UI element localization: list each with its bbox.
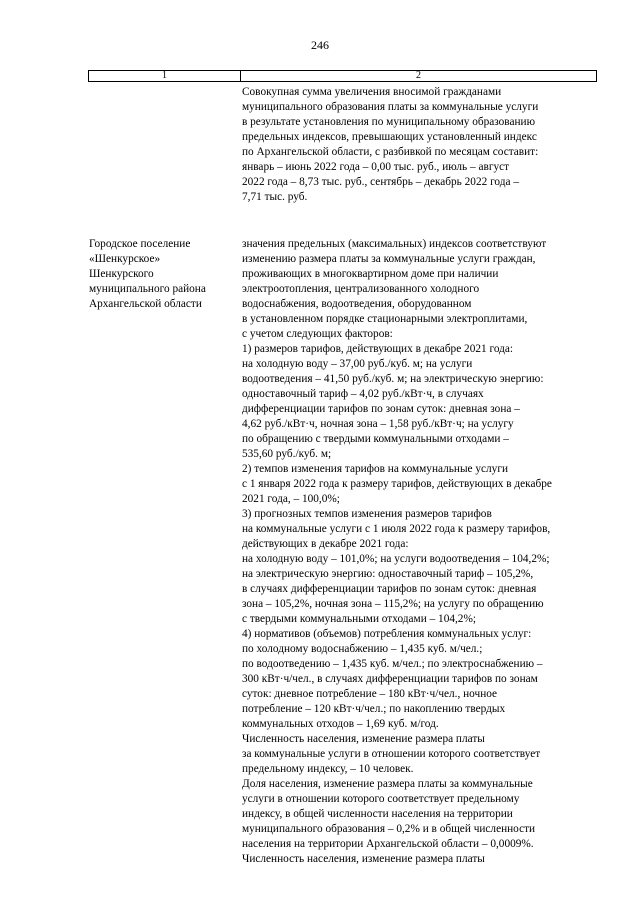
text-line: 2) темпов изменения тарифов на коммунальные услуги <box>242 463 509 475</box>
text-line: предельных индексов, превышающих установленный индекс <box>242 131 537 143</box>
text-line: по Архангельской области, с разбивкой по месяцам составит: <box>242 146 539 158</box>
text-line: Архангельской области <box>89 298 202 310</box>
text-line: по обращению с твердыми коммунальными отходами – <box>242 433 509 445</box>
text-line: с твердыми коммунальными отходами – 104,2%; <box>242 613 477 625</box>
text-line: 7,71 тыс. руб. <box>242 191 308 203</box>
text-line: 4,62 руб./кВт·ч, ночная зона – 1,58 руб./кВт·ч; на услугу <box>242 418 514 430</box>
text-line: значения предельных (максимальных) индексов соответствуют <box>242 238 547 250</box>
text-line: с 1 января 2022 года к размеру тарифов, действующих в декабре <box>242 478 552 490</box>
text-line: Численность населения, изменение размера платы <box>242 853 485 865</box>
text-line: 1) размеров тарифов, действующих в декабре 2021 года: <box>242 343 514 355</box>
text-line: на коммунальные услуги с 1 июля 2022 года к размеру тарифов, <box>242 523 551 535</box>
row-spacer <box>89 205 601 237</box>
text-line: на электрическую энергию: одноставочный тариф – 105,2%, <box>242 568 534 580</box>
text-line: суток: дневное потребление – 180 кВт·ч/чел., ночное <box>242 688 498 700</box>
table-header-row <box>88 70 597 82</box>
text-line: коммунальных отходов – 1,69 куб. м/год. <box>242 718 439 730</box>
text-line: проживающих в многоквартирном доме при наличии <box>242 268 499 280</box>
table-row <box>89 85 601 205</box>
text-line: по холодному водоснабжению – 1,435 куб. м/чел.; <box>242 643 483 655</box>
text-line: Численность населения, изменение размера платы <box>242 733 485 745</box>
text-line: водоотведения – 41,50 руб./куб. м; на электрическую энергию: <box>242 373 544 385</box>
row-2-description-cell <box>242 237 601 867</box>
text-line: дифференциации тарифов по зонам суток: дневная зона – <box>242 403 520 415</box>
text-line: Доля населения, изменение размера платы за коммунальные <box>242 778 533 790</box>
text-line: в установленном порядке стационарными электроплитами, <box>242 313 528 325</box>
table-header-col1: 1 <box>89 71 241 81</box>
text-line: на холодную воду – 101,0%; на услуги водоотведения – 104,2%; <box>242 553 550 565</box>
text-line: в случаях дифференциации тарифов по зонам суток: дневная <box>242 583 537 595</box>
text-line: изменению размера платы за коммунальные услуги граждан, <box>242 253 536 265</box>
table-header-col2: 2 <box>416 70 421 81</box>
row-1-description-cell <box>242 85 601 205</box>
text-line: 3) прогнозных темпов изменения размеров тарифов <box>242 508 492 520</box>
table-body <box>89 85 601 867</box>
text-line: услуги в отношении которого соответствует предельному <box>242 793 520 805</box>
text-line: по водоотведению – 1,435 куб. м/чел.; по электроснабжению – <box>242 658 543 670</box>
text-line: одноставочный тариф – 4,02 руб./кВт·ч, в случаях <box>242 388 484 400</box>
text-line: водоснабжения, водоотведения, оборудованном <box>242 298 472 310</box>
text-line: индексу, в общей численности населения на территории <box>242 808 513 820</box>
text-line: населения на территории Архангельской области – 0,0009%. <box>242 838 534 850</box>
text-line: муниципального образования платы за коммунальные услуги <box>242 101 539 113</box>
text-line: предельному индексу, – 10 человек. <box>242 763 414 775</box>
text-line: с учетом следующих факторов: <box>242 328 393 340</box>
text-line: 4) нормативов (объемов) потребления коммунальных услуг: <box>242 628 532 640</box>
text-line: Городское поселение <box>89 238 191 250</box>
row-2-territory-cell <box>89 237 242 867</box>
text-line: муниципального образования – 0,2% и в общей численности <box>242 823 536 835</box>
text-line: муниципального района <box>89 283 206 295</box>
text-line: зона – 105,2%, ночная зона – 115,2%; на услугу по обращению <box>242 598 544 610</box>
text-line: потребление – 120 кВт·ч/чел.; по накоплению твердых <box>242 703 506 715</box>
text-line: 300 кВт·ч/чел., в случаях дифференциации тарифов по зонам <box>242 673 538 685</box>
text-line: на холодную воду – 37,00 руб./куб. м; на услуги <box>242 358 473 370</box>
text-line: в результате установления по муниципальному образованию <box>242 116 536 128</box>
text-line: январь – июнь 2022 года – 0,00 тыс. руб., июль – август <box>242 161 510 173</box>
table-row <box>89 237 601 867</box>
text-line: за коммунальные услуги в отношении которого соответствует <box>242 748 541 760</box>
text-line: Совокупная сумма увеличения вносимой гражданами <box>242 86 502 98</box>
page-number: 246 <box>311 38 329 52</box>
row-1-territory-cell <box>89 85 242 205</box>
text-line: действующих в декабре 2021 года: <box>242 538 409 550</box>
text-line: 2022 года – 8,73 тыс. руб., сентябрь – декабрь 2022 года – <box>242 176 519 188</box>
text-line: Шенкурского <box>89 268 154 280</box>
text-line: 2021 года, – 100,0%; <box>242 493 340 505</box>
text-line: «Шенкурское» <box>89 253 161 265</box>
text-line: электроотопления, централизованного холодного <box>242 283 480 295</box>
text-line: 535,60 руб./куб. м; <box>242 448 332 460</box>
